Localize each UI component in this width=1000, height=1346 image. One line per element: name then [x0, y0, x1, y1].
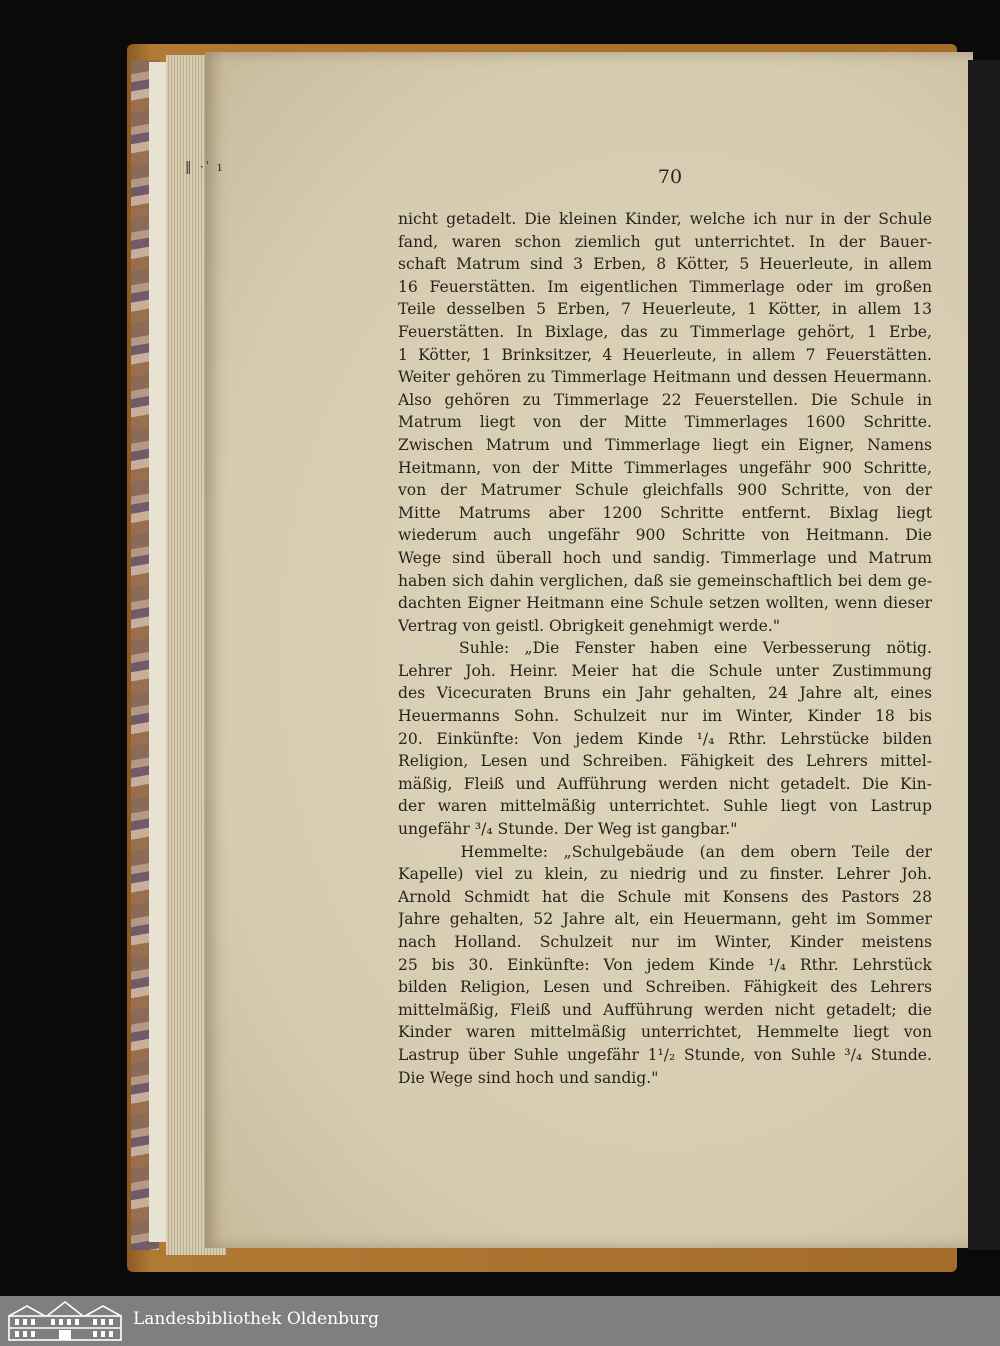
text-line: Feuerstätten. In Bixlage, das zu Timmerlage gehört, 1 Erbe, [398, 322, 932, 341]
text-line: Vertrag von geistl. Obrigkeit genehmigt werde." [398, 616, 780, 635]
text-line: 1 Kötter, 1 Brinksitzer, 4 Heuerleute, in allem 7 Feuerstätten. [398, 345, 932, 364]
text-line: Religion, Lesen und Schreiben. Fähigkeit des Lehrers mittel- [398, 752, 932, 771]
text-line: wiederum auch ungefähr 900 Schritte von Heitmann. Die [398, 526, 932, 545]
text-line: Mitte Matrums aber 1200 Schritte entfernt. Bixlag liegt [398, 503, 932, 522]
text-line: 20. Einkünfte: Von jedem Kinde ¹/₄ Rthr. Lehrstücke bilden [398, 729, 932, 748]
text-line: nach Holland. Schulzeit nur im Winter, Kinder meistens [398, 933, 932, 951]
text-line: Kinder waren mittelmäßig unterrichtet, Hemmelte liegt von [398, 1023, 932, 1042]
text-line: Also gehören zu Timmerlage 22 Feuerstellen. Die Schule in [398, 390, 932, 409]
scan-background [968, 60, 1000, 1250]
text-line: Lehrer Joh. Heinr. Meier hat die Schule unter Zustimmung [398, 661, 932, 680]
library-logo-icon [7, 1300, 123, 1342]
text-line: 25 bis 30. Einkünfte: Von jedem Kinde ¹/₄ Rthr. Lehrstück [398, 955, 932, 974]
text-line: der waren mittelmäßig unterrichtet. Suhle liegt von Lastrup [398, 797, 932, 816]
text-line: Jahre gehalten, 52 Jahre alt, ein Heuermann, geht im Sommer [398, 910, 932, 929]
text-line: dachten Eigner Heitmann eine Schule setzen wollten, wenn dieser [398, 594, 932, 613]
text-line: bilden Religion, Lesen und Schreiben. Fähigkeit des Lehrers [398, 978, 932, 997]
text-line: Die Wege sind hoch und sandig." [398, 1068, 659, 1087]
text-line: Arnold Schmidt hat die Schule mit Konsens des Pastors 28 [398, 887, 932, 906]
text-line: Teile desselben 5 Erben, 7 Heuerleute, 1 Kötter, in allem 13 [398, 300, 932, 319]
text-line: Matrum liegt von der Mitte Timmerlages 1600 Schritte. [398, 413, 932, 432]
text-line: Weiter gehören zu Timmerlage Heitmann und dessen Heuermann. [398, 368, 932, 387]
text-line: mäßig, Fleiß und Aufführung werden nicht getadelt. Die Kin- [398, 774, 932, 793]
margin-marks: ‖ ·ˈ ı [185, 160, 224, 175]
text-line: fand, waren schon ziemlich gut unterrichtet. In der Bauer- [398, 232, 932, 251]
text-line: Heitmann, von der Mitte Timmerlages ungefähr 900 Schritte, [398, 458, 932, 477]
text-line: Wege sind überall hoch und sandig. Timmerlage und Matrum [398, 548, 932, 567]
text-line: Heuermanns Sohn. Schulzeit nur im Winter, Kinder 18 bis [398, 707, 932, 726]
text-line: Suhle: „Die Fenster haben eine Verbesserung nötig. [398, 639, 932, 658]
text-line: Zwischen Matrum und Timmerlage liegt ein Eigner, Namens [398, 435, 932, 454]
text-line: des Vicecuraten Bruns ein Jahr gehalten, 24 Jahre alt, eines [398, 684, 932, 703]
text-line: Hemmelte: „Schulgebäude (an dem obern Teile der [398, 842, 932, 861]
text-line: Lastrup über Suhle ungefähr 1¹/₂ Stunde, von Suhle ³/₄ Stunde. [398, 1045, 932, 1064]
text-line: ungefähr ³/₄ Stunde. Der Weg ist gangbar." [398, 820, 738, 839]
text-line: nicht getadelt. Die kleinen Kinder, welche ich nur in der Schule [398, 210, 932, 228]
library-name: Landesbibliothek Oldenburg [133, 1309, 380, 1329]
text-line: Kapelle) viel zu klein, zu niedrig und zu finster. Lehrer Joh. [398, 865, 932, 884]
body-text [398, 208, 932, 1089]
text-line: mittelmäßig, Fleiß und Aufführung werden nicht getadelt; die [398, 1000, 932, 1019]
text-line: schaft Matrum sind 3 Erben, 8 Kötter, 5 Heuerleute, in allem [398, 255, 932, 274]
page-number: 70 [657, 166, 683, 188]
text-line: 16 Feuerstätten. Im eigentlichen Timmerlage oder im großen [398, 277, 932, 296]
text-line: haben sich dahin verglichen, daß sie gemeinschaftlich bei dem ge- [398, 571, 932, 590]
text-line: von der Matrumer Schule gleichfalls 900 Schritte, von der [398, 481, 932, 500]
